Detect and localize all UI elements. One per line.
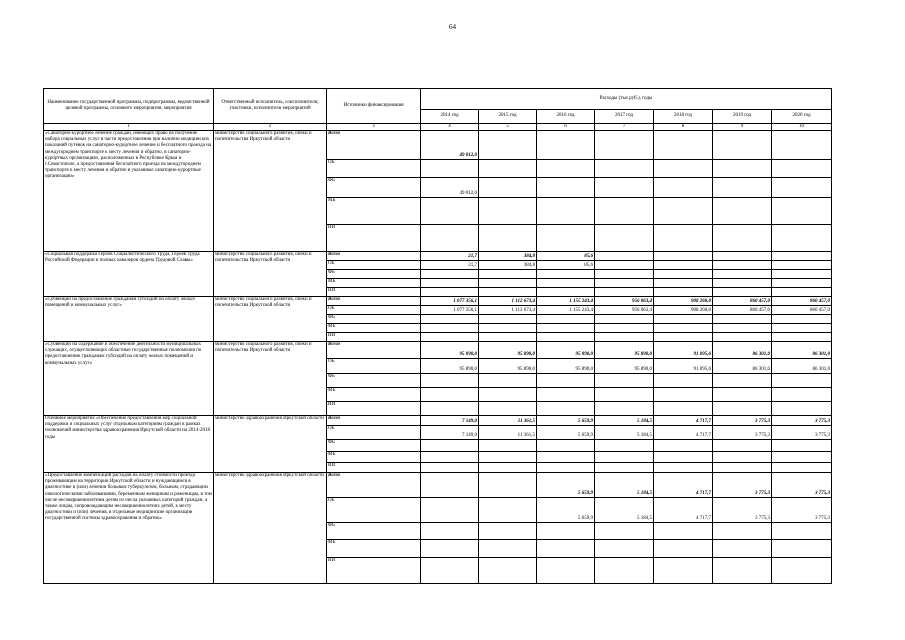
header-year: 2020 год [772, 110, 832, 124]
expense-value: 95 890,0 [595, 359, 654, 374]
expense-value [654, 315, 713, 324]
expense-value [595, 160, 654, 178]
expense-value [421, 473, 479, 498]
program-name: «Социальная поддержка Героев Социалистического Труда, Героев Труда Российской Федерации и полных кавалеров ордена Трудовой Славы» [44, 252, 214, 297]
funding-source: ФБ [327, 440, 421, 452]
funding-source: ИИ [327, 463, 421, 473]
expense-value: 860 457,0 [772, 297, 832, 306]
expense-value [595, 558, 654, 584]
funding-source: ИИ [327, 558, 421, 584]
expense-value: 4 717,7 [654, 426, 713, 440]
expense-value [479, 463, 537, 473]
responsible-executor: министерство социального развития, опеки и попечительства Иркутской области [214, 131, 327, 252]
funding-source: МБ [327, 452, 421, 463]
expense-value [595, 324, 654, 333]
expense-value [421, 388, 479, 402]
header-responsible: Ответственный исполнитель, соисполнители, участники, исполнители мероприятий [214, 89, 327, 124]
expense-value [654, 252, 713, 261]
responsible-executor: министерство социального развития, опеки и попечительства Иркутской области [214, 297, 327, 342]
table-row [44, 342, 832, 359]
expense-value [772, 225, 832, 252]
funding-source: МБ [327, 279, 421, 288]
expense-value [595, 374, 654, 388]
funding-source: Всего [327, 252, 421, 261]
expense-value [654, 558, 713, 584]
expense-value [654, 540, 713, 558]
expense-value [654, 225, 713, 252]
expense-value: 3 775,3 [772, 416, 832, 426]
program-name: «Субвенции на предоставление гражданам субсидий на оплату жилых помещений и коммунальных услуг» [44, 297, 214, 342]
expense-value [479, 225, 537, 252]
funding-source: Всего [327, 131, 421, 160]
expense-value [654, 523, 713, 540]
funding-source: ИИ [327, 288, 421, 297]
expense-value [595, 252, 654, 261]
expense-value [713, 288, 772, 297]
header-year: 2019 год [713, 110, 772, 124]
funding-source: Всего [327, 342, 421, 359]
expense-value: 3 775,3 [772, 473, 832, 498]
expense-value: 860 457,0 [713, 297, 772, 306]
expense-value: 86 301,0 [772, 359, 832, 374]
expense-value [713, 279, 772, 288]
funding-source: Всего [327, 473, 421, 498]
expense-value [421, 288, 479, 297]
expense-value [479, 402, 537, 416]
expense-value [595, 540, 654, 558]
funding-source: МБ [327, 324, 421, 333]
expense-value [479, 315, 537, 324]
expense-value [537, 160, 595, 178]
expense-value [772, 131, 832, 160]
expense-value [713, 131, 772, 160]
expense-value: 956 063,4 [595, 297, 654, 306]
expense-value: 95 890,0 [537, 359, 595, 374]
expense-value [479, 388, 537, 402]
expense-value: 95 890,0 [479, 342, 537, 359]
expense-value: 95 890,0 [595, 342, 654, 359]
expense-value [421, 558, 479, 584]
expense-value [713, 324, 772, 333]
funding-source: ФБ [327, 374, 421, 388]
expense-value [713, 558, 772, 584]
expense-value [595, 333, 654, 342]
page-number: 64 [449, 23, 456, 31]
expense-value: 860 457,0 [713, 306, 772, 315]
expense-value [595, 388, 654, 402]
table-row [44, 131, 832, 160]
funding-source: ОБ [327, 498, 421, 523]
expense-value: 5 659,9 [537, 416, 595, 426]
funding-source: Всего [327, 297, 421, 306]
table-row [44, 252, 832, 261]
expense-value [479, 178, 537, 198]
expense-value [479, 540, 537, 558]
header-source: Источники финансирования [327, 89, 421, 124]
expense-value [713, 440, 772, 452]
responsible-executor: министерство социального развития, опеки и попечительства Иркутской области [214, 342, 327, 416]
expense-value [654, 374, 713, 388]
expense-value [713, 463, 772, 473]
expense-value [537, 452, 595, 463]
expense-value [654, 402, 713, 416]
expense-value [772, 440, 832, 452]
expense-value [595, 279, 654, 288]
expense-value: 49 012,0 [421, 178, 479, 198]
expense-value: 3 775,3 [713, 498, 772, 523]
expense-value [772, 452, 832, 463]
program-name: Основное мероприятие «Обеспечение предоставления мер социальной поддержки и социальных услуг отдельным категориям граждан в рамках полномочий министерства здравоохранения Иркутской области на 2014-2018 годы [44, 416, 214, 473]
header-year: 2016 год [537, 110, 595, 124]
expense-value [479, 333, 537, 342]
column-number: 1 [44, 124, 214, 131]
expense-value: 3 775,3 [772, 498, 832, 523]
expense-value [421, 279, 479, 288]
expense-value [421, 225, 479, 252]
expense-value: 7 149,0 [421, 416, 479, 426]
expense-value [772, 558, 832, 584]
expense-value [421, 270, 479, 279]
header-name: Наименование государственной программы, подпрограммы, ведомственной целевой программы, основного мероприятия, мероприятия [44, 89, 214, 124]
expense-value [713, 261, 772, 270]
expense-value [421, 324, 479, 333]
expense-value: 384,8 [479, 261, 537, 270]
expense-value: 91 095,6 [654, 359, 713, 374]
expense-value [479, 523, 537, 540]
funding-source: МБ [327, 198, 421, 225]
column-number: 5 [479, 124, 537, 131]
expense-value [421, 463, 479, 473]
expense-value [479, 324, 537, 333]
expense-value: 7 149,0 [421, 426, 479, 440]
expense-value [595, 131, 654, 160]
expense-value [595, 178, 654, 198]
expense-value: 908 260,0 [654, 306, 713, 315]
expense-value: 5 659,9 [537, 426, 595, 440]
expense-value [479, 288, 537, 297]
expense-value [479, 270, 537, 279]
funding-source: ОБ [327, 160, 421, 178]
expense-value [654, 288, 713, 297]
expense-value [537, 463, 595, 473]
expense-value [713, 178, 772, 198]
expense-value [421, 333, 479, 342]
header-year: 2014 год [421, 110, 479, 124]
expense-value [713, 523, 772, 540]
expense-value [479, 198, 537, 225]
expense-value [479, 279, 537, 288]
expense-value [654, 452, 713, 463]
expense-value: 95 890,0 [421, 342, 479, 359]
expense-value [421, 374, 479, 388]
column-number: 9 [713, 124, 772, 131]
expense-value [772, 374, 832, 388]
expense-value [595, 225, 654, 252]
expense-value: 4 717,7 [654, 473, 713, 498]
expense-value [479, 440, 537, 452]
expense-value: 5 184,5 [595, 473, 654, 498]
expense-value [654, 388, 713, 402]
expense-value [537, 131, 595, 160]
table-row [44, 297, 832, 306]
column-number: 2 [214, 124, 327, 131]
expense-value: 860 457,0 [772, 306, 832, 315]
expense-value [479, 374, 537, 388]
expense-value [537, 402, 595, 416]
expense-value: 4 717,7 [654, 498, 713, 523]
expense-value [479, 131, 537, 160]
expense-value [537, 540, 595, 558]
expense-value [421, 198, 479, 225]
expense-value [537, 440, 595, 452]
expense-value [654, 198, 713, 225]
expense-value [595, 315, 654, 324]
column-number: 10 [772, 124, 832, 131]
column-number: 8 [654, 124, 713, 131]
expense-value: 21,7 [421, 261, 479, 270]
financing-table [43, 88, 832, 584]
expense-value [654, 160, 713, 178]
expense-value [479, 558, 537, 584]
expense-value [713, 540, 772, 558]
responsible-executor: министерство социального развития, опеки и попечительства Иркутской области [214, 252, 327, 297]
expense-value [772, 160, 832, 178]
expense-value [772, 279, 832, 288]
expense-value [479, 473, 537, 498]
expense-value [595, 261, 654, 270]
expense-value [654, 463, 713, 473]
funding-source: ФБ [327, 315, 421, 324]
expense-value: 5 184,5 [595, 498, 654, 523]
expense-value: 3 775,3 [713, 426, 772, 440]
responsible-executor: министерство здравоохранения Иркутской области [214, 473, 327, 584]
funding-source: МБ [327, 540, 421, 558]
expense-value [713, 252, 772, 261]
funding-source: ИИ [327, 333, 421, 342]
expense-value: 86 301,0 [772, 342, 832, 359]
expense-value [713, 198, 772, 225]
funding-source: Всего [327, 416, 421, 426]
column-number: 3 [327, 124, 421, 131]
expense-value [772, 333, 832, 342]
expense-value [537, 279, 595, 288]
expense-value: 86 301,0 [713, 342, 772, 359]
expense-value [772, 315, 832, 324]
expense-value: 5 184,5 [595, 416, 654, 426]
expense-value: 956 063,4 [595, 306, 654, 315]
expense-value [772, 261, 832, 270]
expense-value [654, 440, 713, 452]
expense-value [772, 252, 832, 261]
expense-value [537, 288, 595, 297]
expense-value: 5 659,9 [537, 473, 595, 498]
column-number: 7 [595, 124, 654, 131]
expense-value: 95 890,0 [479, 359, 537, 374]
expense-value [537, 178, 595, 198]
funding-source: МБ [327, 388, 421, 402]
expense-value [654, 270, 713, 279]
expense-value: 5 184,5 [595, 426, 654, 440]
expense-value [772, 388, 832, 402]
expense-value: 85,6 [537, 252, 595, 261]
program-name: «Санаторно-курортное лечение граждан, имеющих право на получение набора социальных услуг в части предоставления при наличии медицинских показаний путевок на санаторно-курортное лечение и бесплатного проезда на междугороднем транспорте к месту лечения и обратно, в санаторно-курортных организациях, расположенных в Республике Крым и г.Севастополе, а предоставления бесплатного проезда на междугороднем транспорте к месту лечения и обратно в указанные санаторно-курортные организации» [44, 131, 214, 252]
expense-value [537, 523, 595, 540]
expense-value [772, 324, 832, 333]
expense-value: 3 775,3 [713, 473, 772, 498]
expense-value [479, 160, 537, 178]
expense-value [713, 270, 772, 279]
expense-value [479, 498, 537, 523]
expense-value [595, 440, 654, 452]
header-expenses: Расходы (тыс.руб.), годы [421, 89, 832, 110]
expense-value [654, 333, 713, 342]
expense-value: 11 361,5 [479, 426, 537, 440]
expense-value: 908 260,0 [654, 297, 713, 306]
expense-value [537, 374, 595, 388]
expense-value [772, 270, 832, 279]
expense-value: 85,6 [537, 261, 595, 270]
expense-value [713, 160, 772, 178]
expense-value [713, 333, 772, 342]
expense-value [654, 131, 713, 160]
funding-source: ФБ [327, 178, 421, 198]
expense-value [595, 523, 654, 540]
expense-value: 1 112 673,4 [479, 306, 537, 315]
expense-value: 95 890,0 [421, 359, 479, 374]
header-year: 2015 год [479, 110, 537, 124]
funding-source: ФБ [327, 270, 421, 279]
expense-value [421, 498, 479, 523]
responsible-executor: министерство здравоохранения Иркутской области [214, 416, 327, 473]
expense-value [421, 160, 479, 178]
expense-value [595, 270, 654, 279]
expense-value: 1 077 356,1 [421, 297, 479, 306]
expense-value [421, 452, 479, 463]
expense-value: 1 112 673,4 [479, 297, 537, 306]
funding-source: ОБ [327, 306, 421, 315]
header-year: 2018 год [654, 110, 713, 124]
expense-value [537, 558, 595, 584]
expense-value [654, 261, 713, 270]
expense-value [713, 452, 772, 463]
program-name: «Предоставление компенсаций расходов на оплату стоимости проезда проживающим на территории Иркутской области и нуждающимся в диагностике и (или) лечении больным туберкулезом, больным, страдающим онкологическими заболеваниями, беременным женщинам и роженицам, в том числе несовершеннолетним детям из числа указанных категорий граждан, а также лицам, сопровождающим несовершеннолетних детей, к месту диагностики и (или) лечения, в отдельные медицинские организации государственной системы здравоохранения и обратно» [44, 473, 214, 584]
expense-value [537, 225, 595, 252]
header-year: 2017 год [595, 110, 654, 124]
expense-value: 1 077 356,1 [421, 306, 479, 315]
funding-source: ОБ [327, 359, 421, 374]
table-row [44, 473, 832, 498]
expense-value [421, 402, 479, 416]
expense-value [772, 198, 832, 225]
expense-value: 21,7 [421, 252, 479, 261]
expense-value: 5 659,9 [537, 498, 595, 523]
expense-value [772, 523, 832, 540]
expense-value [772, 463, 832, 473]
expense-value: 95 890,0 [537, 342, 595, 359]
expense-value [595, 402, 654, 416]
program-name: «Субвенции на содержание и обеспечение деятельности муниципальных служащих, осуществляющих областные государственные полномочия по предоставлению гражданам субсидий на оплату жилых помещений и коммунальных услуг» [44, 342, 214, 416]
expense-value [654, 324, 713, 333]
column-number: 6 [537, 124, 595, 131]
funding-source: ОБ [327, 426, 421, 440]
funding-source: ИИ [327, 402, 421, 416]
expense-value [421, 523, 479, 540]
expense-value [772, 178, 832, 198]
expense-value [537, 198, 595, 225]
expense-value [595, 288, 654, 297]
table-row [44, 416, 832, 426]
expense-value [654, 178, 713, 198]
expense-value: 91 095,6 [654, 342, 713, 359]
expense-value [537, 333, 595, 342]
expense-value: 384,8 [479, 252, 537, 261]
funding-source: ОБ [327, 261, 421, 270]
expense-value: 4 717,7 [654, 416, 713, 426]
expense-value [479, 452, 537, 463]
expense-value [537, 388, 595, 402]
expense-value [421, 315, 479, 324]
expense-value [713, 225, 772, 252]
expense-value: 49 012,0 [421, 131, 479, 160]
expense-value: 11 361,5 [479, 416, 537, 426]
expense-value: 3 775,3 [772, 426, 832, 440]
expense-value: 1 155 243,4 [537, 306, 595, 315]
expense-value [713, 402, 772, 416]
expense-value [537, 324, 595, 333]
expense-value: 1 155 243,4 [537, 297, 595, 306]
expense-value [713, 374, 772, 388]
expense-value [537, 315, 595, 324]
expense-value [654, 279, 713, 288]
expense-value [595, 463, 654, 473]
expense-value [421, 440, 479, 452]
expense-value [713, 315, 772, 324]
expense-value [595, 452, 654, 463]
expense-value [595, 198, 654, 225]
funding-source: ИИ [327, 225, 421, 252]
expense-value: 3 775,3 [713, 416, 772, 426]
expense-value [772, 288, 832, 297]
expense-value [421, 540, 479, 558]
funding-source: ФБ [327, 523, 421, 540]
expense-value: 86 301,0 [713, 359, 772, 374]
expense-value [713, 388, 772, 402]
expense-value [772, 540, 832, 558]
expense-value [772, 402, 832, 416]
expense-value [537, 270, 595, 279]
column-number: 4 [421, 124, 479, 131]
